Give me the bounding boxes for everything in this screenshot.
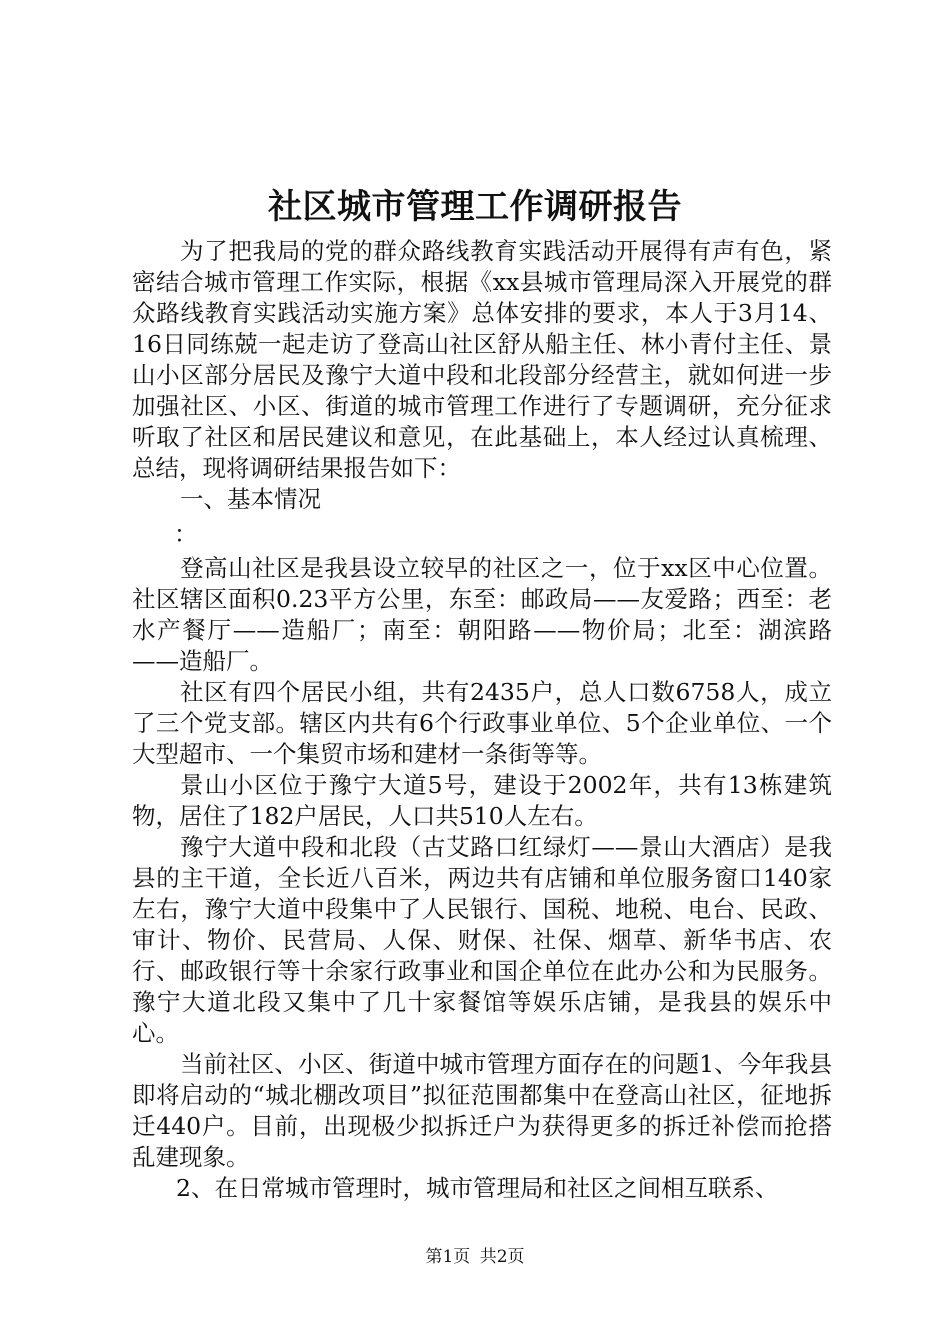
paragraph-item-2: 2、在日常城市管理时，城市管理局和社区之间相互联系、 xyxy=(176,1174,779,1202)
paragraph-yuning-avenue: 豫宁大道中段和北段（古艾路口红绿灯——景山大酒店）是我县的主干道，全长近八百米，两边共有店铺和单位服务窗口140家左右，豫宁大道中段集中了人民银行、国税、地税、电台、民政、审计、物价、民营局、人保、财保、社保、烟草、新华书店、农行、邮政银行等十余家行政事业和国企单位在此办公和为民服务。豫宁大道北段又集中了几十家餐馆等娱乐店铺，是我县的娱乐中心。 xyxy=(132,833,832,1047)
document-body xyxy=(132,236,832,1204)
colon-line: ： xyxy=(174,520,198,548)
paragraph-community: 社区有四个居民小组，共有2435户，总人口数6758人，成立了三个党支部。辖区内共有6个行政事业单位、5个企业单位、一个大型超市、一个集贸市场和建材一条街等等。 xyxy=(132,678,832,768)
page-number: 第1页 xyxy=(425,1247,471,1267)
page-total: 共2页 xyxy=(479,1247,525,1267)
page-footer xyxy=(0,1245,950,1269)
paragraph-intro: 为了把我局的党的群众路线教育实践活动开展得有声有色，紧密结合城市管理工作实际，根据《xx县城市管理局深入开展党的群众路线教育实践活动实施方案》总体安排的要求，本人于3月14、16日同练兢一起走访了登高山社区舒从船主任、林小青付主任、景山小区部分居民及豫宁大道中段和北段部分经营主，就如何进一步加强社区、小区、街道的城市管理工作进行了专题调研，充分征求听取了社区和居民建议和意见，在此基础上，本人经过认真梳理、总结，现将调研结果报告如下： xyxy=(132,237,832,482)
document-title: 社区城市管理工作调研报告 xyxy=(268,187,682,227)
paragraph-denggaoshan: 登高山社区是我县设立较早的社区之一，位于xx区中心位置。社区辖区面积0.23平方公里，东至：邮政局——友爱路；西至：老水产餐厅——造船厂；南至：朝阳路——物价局；北至：湖滨路——造船厂。 xyxy=(132,554,832,675)
paragraph-problems: 当前社区、小区、街道中城市管理方面存在的问题1、今年我县即将启动的“城北棚改项目”拟征范围都集中在登高山社区，征地拆迁440户。目前，出现极少拟拆迁户为获得更多的拆迁补偿而抢搭乱建现象。 xyxy=(132,1050,832,1171)
section-heading-basic-info: 一、基本情况 xyxy=(180,485,321,513)
paragraph-jingshan: 景山小区位于豫宁大道5号，建设于2002年，共有13栋建筑物，居住了182户居民，人口共510人左右。 xyxy=(132,771,832,830)
